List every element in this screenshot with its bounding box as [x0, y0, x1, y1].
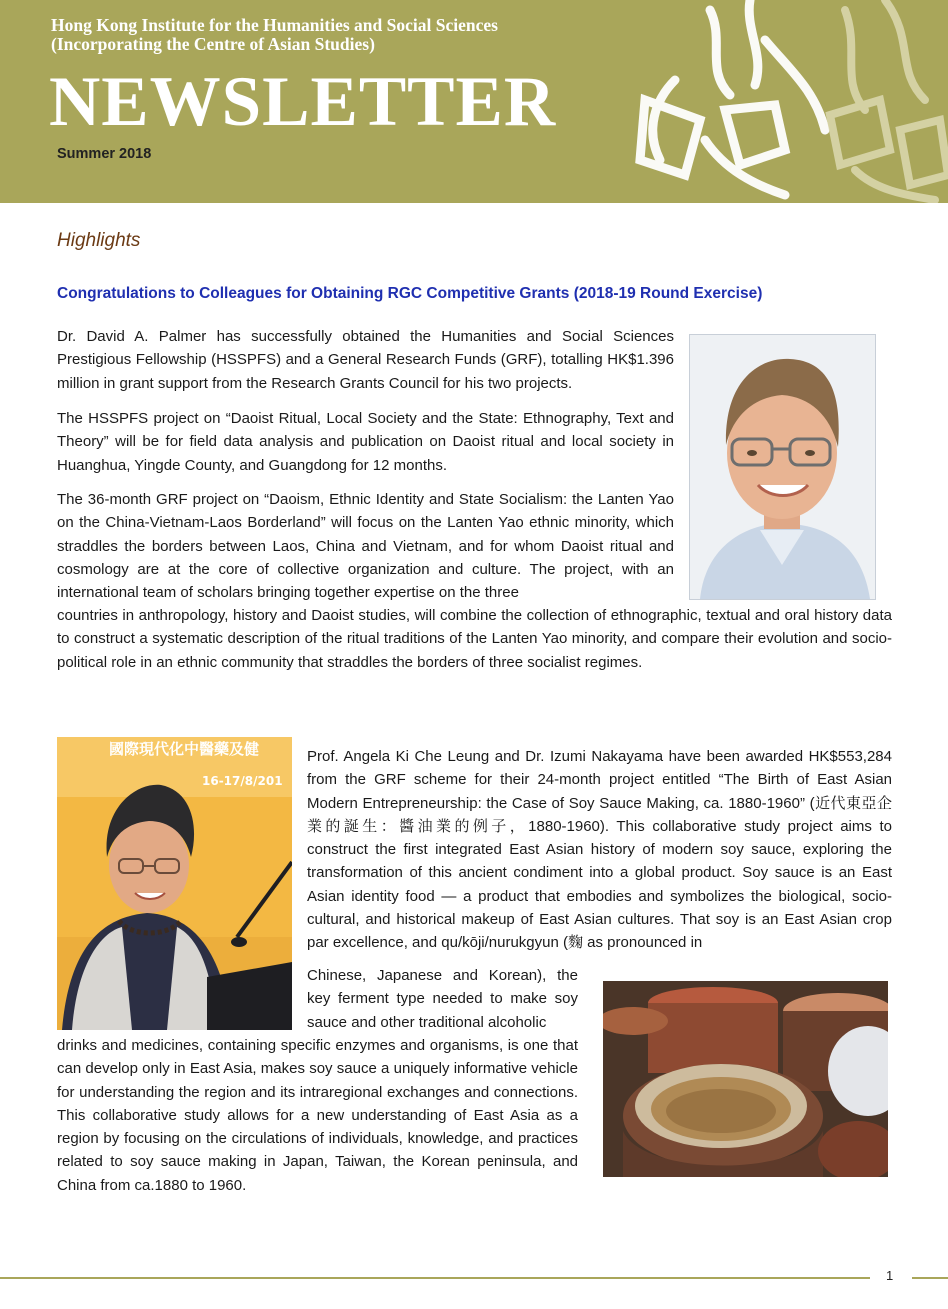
institute-line-2: (Incorporating the Centre of Asian Studies): [51, 34, 375, 54]
palmer-paragraph-3b: countries in anthropology, history and Daoist studies, will combine the collection of ethnographic, textual and oral history data to construct a systematic description of the ritual traditions of the Lanten Yao minority, and compare their evolution and socio-political role in an ethnic community that straddles the borders of three socialist regimes.: [57, 607, 892, 671]
footer-rule: [0, 1277, 870, 1279]
palmer-paragraph-3a: The 36-month GRF project on “Daoism, Ethnic Identity and State Socialism: the Lanten Yao on the China-Vietnam-Laos Borderland” will focus on the Lanten Yao ethnic minority, which straddles the borders between Laos, China and Vietnam, and for whom Daoist ritual and cosmology are at the core of collective organization and culture. The project, with an international team of scholars bringing together expertise on the three: [57, 491, 674, 602]
institute-name: [51, 16, 498, 54]
footer-rule-right: [912, 1277, 948, 1279]
issue-date: Summer 2018: [57, 146, 152, 162]
palmer-portrait-photo: [689, 334, 876, 600]
palmer-paragraph-2: The HSSPFS project on “Daoist Ritual, Local Society and the State: Ethnography, Text and Theory” will be for field data analysis and publication on Daoist ritual and local society in Huanghua, Yingde County, and Guangdong for 12 months.: [57, 410, 674, 474]
leung-paragraph-3: drinks and medicines, containing specific enzymes and organisms, is one that can develop only in East Asia, makes soy sauce a uniquely informative vehicle for understanding the region and its intraregional exchanges and connections. This collaborative study allows for a new understanding of East Asia as a region by focusing on the circulations of individuals, knowledge, and practices related to soy sauce making in Japan, Taiwan, the Korean peninsula, and China from ca.1880 to 1960.: [57, 1037, 578, 1194]
article-title: Congratulations to Colleagues for Obtaining RGC Competitive Grants (2018-19 Round Exercise): [57, 285, 763, 302]
leung-paragraph-2: Chinese, Japanese and Korean), the key ferment type needed to make soy sauce and other traditional alcoholic: [307, 967, 578, 1031]
page-number: 1: [886, 1268, 894, 1283]
leung-speaker-photo: [57, 737, 292, 1030]
section-title-highlights: Highlights: [57, 230, 141, 251]
decorative-figures-graphic: [615, 0, 948, 203]
portrait-illustration: [690, 335, 875, 599]
photo-banner-text-1: 國際現代化中醫藥及健: [109, 740, 260, 758]
soy-sauce-jars-photo: [603, 981, 888, 1177]
leung-paragraph-1: Prof. Angela Ki Che Leung and Dr. Izumi Nakayama have been awarded HK$553,284 from the GRF scheme for their 24-month project entitled “The Birth of East Asian Modern Entrepreneurship: the Case of Soy Sauce Making, ca. 1880-1960” (近代東亞企業的誕生：醬油業的例子，1880-1960). This collaborative study project aims to construct the first integrated East Asian history of modern soy sauce, exploring the transformation of this ancient condiment into a global product. Soy sauce is an East Asian identity food — a product that embodies and symbolizes the biological, socio-cultural, and historical makeup of East Asian cultures. That soy is an East Asian crop par excellence, and qu/kōji/nurukgyun (麴 as pronounced in: [307, 748, 892, 952]
palmer-paragraph-1: Dr. David A. Palmer has successfully obtained the Humanities and Social Sciences Prestigious Fellowship (HSSPFS) and a General Research Funds (GRF), totalling HK$1.396 million in grant support from the Research Grants Council for his two projects.: [57, 328, 674, 392]
institute-line-1: Hong Kong Institute for the Humanities and Social Sciences: [51, 15, 498, 35]
newsletter-title: NEWSLETTER: [49, 63, 557, 141]
newsletter-header: [0, 0, 948, 203]
jars-illustration: [603, 981, 888, 1177]
photo-banner-text-2: 16-17/8/201: [202, 774, 283, 788]
